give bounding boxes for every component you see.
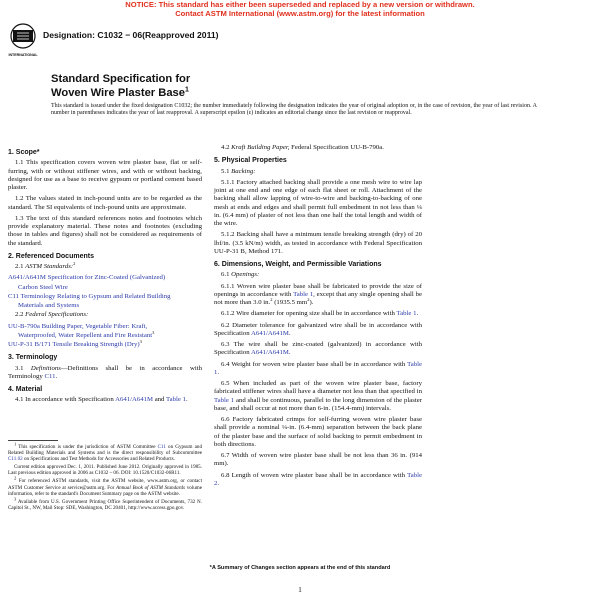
footnotes (8, 440, 202, 513)
para-6-7: 6.7 Width of woven wire plaster base shall be not less than 36 in. (914 mm). (214, 452, 422, 468)
para-4-1-link-1[interactable]: A641/A641M (115, 396, 153, 404)
para-6-1-2-a: 6.1.2 Wire diameter for opening size shall be in accordance with (221, 310, 395, 318)
para-3-1-text: —Definitions shall be in accordance with Terminology (8, 364, 202, 380)
para-6-1-2-end: . (416, 310, 419, 318)
para-6-4 (214, 361, 422, 378)
para-2-1 (8, 260, 202, 271)
ref-uub790 (8, 323, 202, 331)
para-2-1-num: 2.1 (15, 263, 24, 270)
para-2-2-label: Federal Specifications: (25, 311, 89, 319)
para-6-1-label: Openings: (231, 271, 260, 279)
footnote-1-a: This specification is under the jurisdiction of ASTM Committee (18, 444, 156, 450)
para-6-8 (214, 472, 422, 489)
para-6-1-1 (214, 283, 422, 308)
para-3-1-num: 3.1 (15, 364, 24, 372)
para-6-1-2 (214, 310, 422, 318)
ref-uub790-cont (8, 329, 202, 340)
notice-line-2: Contact ASTM International (www.astm.org) for the latest information (175, 9, 425, 18)
para-6-8-end: . (217, 479, 220, 487)
para-4-1 (8, 396, 202, 404)
para-6-4-a: 6.4 Weight for woven wire plaster base shall be in accordance with (221, 360, 406, 368)
para-6-3-end: . (288, 349, 291, 357)
section-2-heading: 2. Referenced Documents (8, 252, 94, 260)
para-6-1-1-b: , except that any single opening shall be not more than 3.0 in. (214, 290, 422, 306)
para-2-2 (8, 311, 202, 319)
para-3-1-end: . (55, 372, 58, 380)
para-6-8-link[interactable]: Table 2 (214, 471, 422, 487)
astm-logo (8, 20, 38, 60)
para-6-1-1-c: (1935.5 mm (272, 299, 308, 306)
footnote-1-c: on Specifications and Test Methods for Accessories and Related Products. (23, 456, 175, 463)
section-6-heading: 6. Dimensions, Weight, and Permissible Variations (214, 261, 382, 268)
title-line-2 (51, 86, 190, 100)
ref-uup31-title[interactable]: B/171 Tensile Breaking Strength (Dry) (34, 341, 140, 348)
para-4-1-text: 4.1 In accordance with Specification (15, 396, 114, 404)
para-4-2-label: Kraft Building Paper, (231, 144, 290, 151)
para-6-4-link[interactable]: Table 1 (214, 360, 422, 376)
para-5-1 (214, 168, 422, 176)
para-4-2-text: Federal Specification UU-B-790a. (291, 144, 384, 151)
ref-uub790-sup: 3 (152, 329, 155, 335)
para-6-4-end: . (217, 368, 220, 376)
footnote-3-mark: 3 (14, 496, 17, 502)
footnote-1-link-2[interactable]: C11.02 (8, 456, 23, 463)
ref-uup31 (8, 338, 202, 349)
logo-text: INTERNATIONAL (8, 53, 38, 57)
para-6-3-a: 6.3 The wire shall be zinc-coated (galvanized) in accordance with Specification (214, 341, 422, 357)
ref-a641-title-2[interactable]: Carbon Steel Wire (18, 283, 68, 291)
right-column (214, 144, 422, 491)
para-1-1: 1.1 This specification covers woven wire plaster base, flat or self-furring, with or without stiffener wires, and with or without backing, designed for use as a base to receive gypsum or portland cement based plaster. (8, 159, 202, 191)
para-5-1-label: Backing: (231, 167, 256, 175)
para-2-1-sup: 2 (73, 260, 76, 266)
ref-uub790-title-2[interactable]: Waterproofed, Water Repellent and Fire Resistant (18, 331, 153, 339)
para-3-1-label: Definitions (30, 364, 61, 372)
left-column (8, 144, 202, 408)
para-6-3 (214, 341, 422, 358)
ref-a641-link[interactable]: A641/A641M (8, 274, 46, 282)
summary-of-changes-note: *A Summary of Changes section appears at the end of this standard (209, 565, 391, 571)
para-6-1-1-sup-2: 2 (307, 296, 310, 302)
section-3-heading: 3. Terminology (8, 354, 58, 362)
para-5-1-num: 5.1 (221, 167, 230, 175)
section-4-heading: 4. Material (8, 386, 43, 393)
ref-c11 (8, 293, 202, 301)
ref-c11-title-2[interactable]: Materials and Systems (18, 302, 80, 309)
footnote-1-b: on Gypsum and Related Building Materials and Systems and is the direct responsibility of Subcommittee (8, 444, 202, 457)
para-6-1-1-link[interactable]: Table 1 (293, 290, 314, 298)
footnote-2-a: For referenced ASTM standards, visit the ASTM website, www.astm.org, or contact ASTM Customer Service at service@astm.org. For (8, 478, 202, 491)
para-5-1-2: 5.1.2 Backing shall have a minimum tensile breaking strength (dry) of 20 lbf/in. (3.5 kN/m) width, as tested in accordance with Federal Specification UU-P-31 B, Method 171. (214, 231, 422, 255)
section-5-heading: 5. Physical Properties (214, 157, 287, 165)
para-4-1-link-2[interactable]: Table 1 (166, 396, 186, 404)
designation: Designation: C1032 − 06(Reapproved 2011) (43, 30, 219, 40)
para-6-3-link[interactable]: A641/A641M (250, 349, 289, 357)
title-line-1: Standard Specification for (51, 73, 191, 85)
para-5-1-1: 5.1.1 Factory attached backing shall provide a one mesh wire to wire lap joint at one end and one edge of each flat sheet or roll. Attachment of the backing shall allow lapping of wire-to-wire and backing-to-backing of one mesh at ends and edges and shall permit full embedment in not less than ¼ in. (6.4 mm) of plaster of not less than one half the total length and width of the wire. (214, 178, 422, 227)
para-6-5-a: 6.5 When included as part of the woven wire plaster base, factory fabricated stiffener wires shall have a diameter not less than that specified in (214, 380, 422, 396)
page-number: 1 (298, 585, 302, 594)
para-6-1-2-link[interactable]: Table 1 (396, 310, 417, 318)
section-1-heading: 1. Scope* (8, 149, 40, 156)
para-6-2-end: . (288, 329, 291, 337)
para-3-1 (8, 365, 202, 382)
footnote-3-text: Available from U.S. Government Printing Office Superintendent of Documents, 732 N. Capitol St., NW, Mail Stop: SDE, Washington, DC 20401, http://www.access.gpo.gov. (8, 498, 202, 511)
footnote-2-mark: 2 (14, 475, 17, 481)
para-2-1-label: ASTM Standards: (25, 263, 74, 270)
para-6-8-a: 6.8 Length of woven wire plaster base shall be in accordance with (221, 471, 406, 479)
para-4-1-end: . (185, 396, 188, 404)
para-6-1-1-a: 6.1.1 Woven wire plaster base shall be fabricated to provide the size of openings in accordance with (214, 282, 422, 298)
ref-uub790-title-1[interactable]: Building Paper, Vegetable Fiber: Kraft, (41, 322, 148, 330)
document-title (51, 72, 190, 100)
footnote-1-edition: Current edition approved Dec. 1, 2011. Published June 2012. Originally approved in 1985. Last previous edition approved in 2006 as C1032 – 06. DOI: 10.1520/C1032-06R11. (8, 464, 202, 477)
para-6-1-1-sup-1: 2 (270, 296, 273, 302)
footnote-1-link-1[interactable]: C11 (157, 444, 166, 450)
para-6-5 (214, 380, 422, 413)
para-1-3: 1.3 The text of this standard references notes and footnotes which provide explanatory material. These notes and footnotes (excluding those in tables and figures) shall not be considered as requirements of the standard. (8, 214, 202, 247)
para-2-2-num: 2.2 (15, 311, 24, 319)
para-6-2-a: 6.2 Diameter tolerance for galvanized wire shall be in accordance with Specification (214, 321, 422, 337)
footnote-2-italic: Annual Book of ASTM Standards (116, 484, 186, 491)
ref-uup31-sup: 3 (139, 338, 142, 344)
para-6-2-link[interactable]: A641/A641M (250, 329, 289, 337)
ref-a641-title-1[interactable]: Specification for Zinc-Coated (Galvanized) (47, 274, 166, 282)
footnote-2 (8, 475, 202, 497)
footnote-3 (8, 496, 202, 511)
para-6-5-link[interactable]: Table 1 (214, 396, 235, 404)
title-footnote-mark: 1 (185, 86, 189, 94)
ref-uup31-link[interactable]: UU-P-31 (8, 341, 33, 348)
ref-a641-cont (8, 284, 202, 292)
para-4-2-num: 4.2 (221, 144, 230, 151)
para-6-1-1-d: ). (309, 299, 314, 306)
ref-c11-link[interactable]: C11 (8, 292, 20, 300)
footnote-2-b: volume information, refer to the standard's Document Summary page on the ASTM website. (8, 484, 202, 497)
para-6-1 (214, 271, 422, 279)
ref-c11-title-1[interactable]: Terminology Relating to Gypsum and Related Building (20, 292, 171, 300)
ref-a641 (8, 274, 202, 282)
para-1-2: 1.2 The values stated in inch-pound units are to be regarded as the standard. The SI equivalents of inch-pound units are approximate. (8, 195, 202, 211)
ref-uub790-link[interactable]: UU-B-790a (8, 322, 40, 330)
para-6-6: 6.6 Factory fabricated crimps for self-furring woven wire plaster base shall provide a nominal ¼-in. (6.4-mm) separation between the back plane of the plaster base and the surface of solid backing to permit embedment in both directions. (214, 416, 422, 448)
para-6-2 (214, 322, 422, 339)
footnote-1-mark: 1 (14, 441, 17, 447)
supersede-notice (0, 0, 600, 18)
notice-line-1: NOTICE: This standard has either been superseded and replaced by a new version or withdrawn. (125, 0, 475, 9)
title-line-2-text: Woven Wire Plaster Base (51, 87, 185, 99)
para-4-2 (214, 144, 422, 152)
para-4-1-and: and (154, 396, 165, 404)
ref-c11-cont (8, 302, 202, 310)
intro-paragraph: This standard is issued under the fixed designation C1032; the number immediately following the designation indicates the year of original adoption or, in the case of revision, the year of last revision. A number in parentheses indicates the year of last reapproval. A superscript epsilon (ε) indicates an editorial change since the last revision or reapproval. (51, 103, 537, 117)
para-3-1-link[interactable]: C11 (44, 372, 56, 380)
footnote-1 (8, 441, 202, 463)
para-6-5-b: and shall be continuous, parallel to the long dimension of the plaster base, and shall occur at not more than 6-in. (154.4-mm) intervals. (214, 396, 422, 412)
para-6-1-num: 6.1 (221, 271, 230, 279)
